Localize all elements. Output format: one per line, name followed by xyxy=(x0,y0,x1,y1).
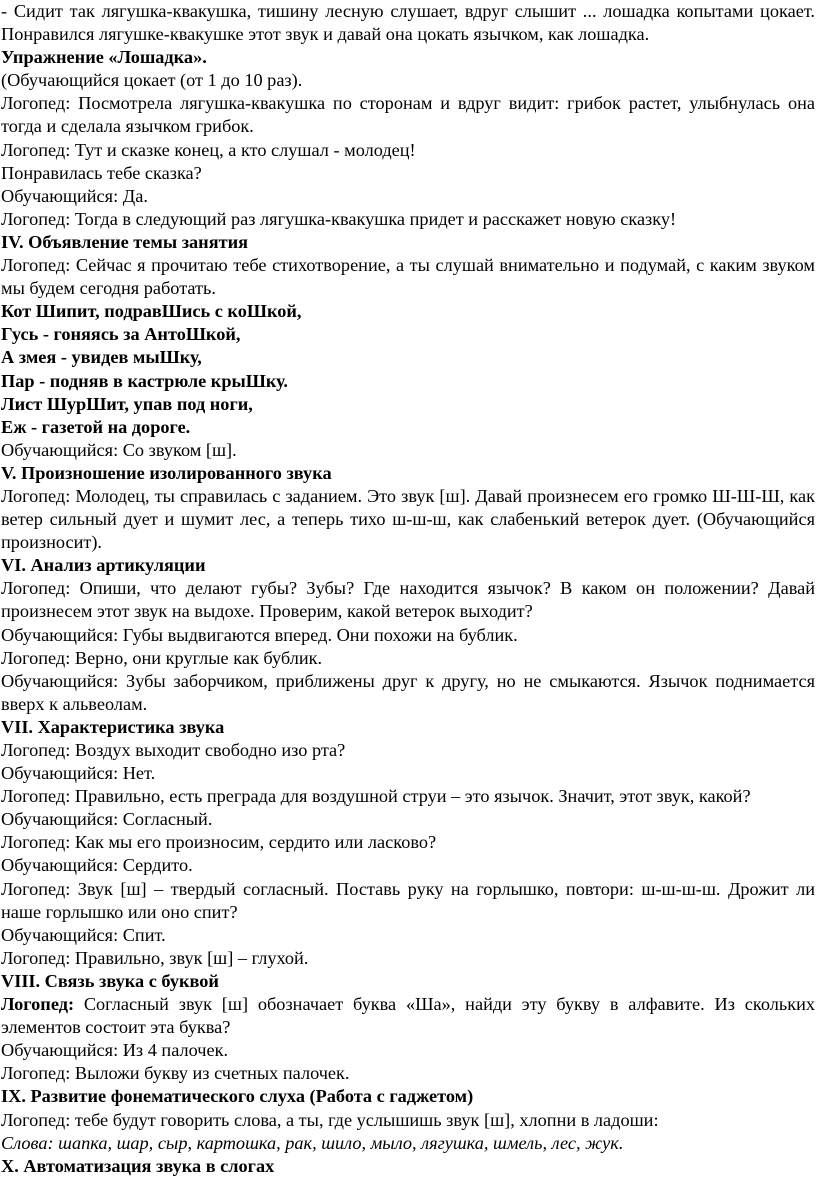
section-heading: X. Автоматизация звука в слогах xyxy=(1,1155,275,1176)
section-heading: IX. Развитие фонематического слуха (Работа с гаджетом) xyxy=(1,1086,474,1107)
paragraph: Логопед: Тут и сказке конец, а кто слушал - молодец! xyxy=(1,139,416,160)
paragraph: Обучающийся: Из 4 палочек. xyxy=(1,1040,229,1061)
section-heading: V. Произношение изолированного звука xyxy=(1,462,332,483)
paragraph: Логопед: Звук [ш] – твердый согласный. Поставь руку на горлышко, повтори: ш-ш-ш-ш. Дрожит ли наше горлышко или оно спит? xyxy=(1,878,815,922)
paragraph: Логопед: Как мы его произносим, сердито или ласково? xyxy=(1,832,437,853)
paragraph xyxy=(1,993,815,1039)
word-list: Слова: шапка, шар, сыр, картошка, рак, шило, мыло, лягушка, шмель, лес, жук. xyxy=(1,1132,624,1153)
paragraph: Обучающийся: Согласный. xyxy=(1,809,213,830)
poem-line: Кот Шипит, подравШись с коШкой, xyxy=(1,301,302,322)
paragraph: (Обучающийся цокает (от 1 до 10 раз). xyxy=(1,70,303,91)
poem-line: Лист ШурШит, упав под ноги, xyxy=(1,393,253,414)
section-heading: VI. Анализ артикуляции xyxy=(1,555,206,576)
exercise-title: Упражнение «Лошадка». xyxy=(1,47,207,68)
paragraph: Обучающийся: Губы выдвигаются вперед. Они похожи на бублик. xyxy=(1,624,518,645)
paragraph: Обучающийся: Спит. xyxy=(1,924,166,945)
paragraph: Обучающийся: Со звуком [ш]. xyxy=(1,439,237,460)
paragraph: Логопед: Правильно, звук [ш] – глухой. xyxy=(1,947,309,968)
paragraph: Обучающийся: Сердито. xyxy=(1,855,193,876)
paragraph: Логопед: Сейчас я прочитаю тебе стихотворение, а ты слушай внимательно и подумай, с каким звуком мы будем сегодня работать. xyxy=(1,255,815,299)
paragraph: Логопед: Молодец, ты справилась с заданием. Это звук [ш]. Давай произнесем его громко Ш-Ш-Ш, как ветер сильный дует и шумит лес, а теперь тихо ш-ш-ш, как слабенький ветерок дует. (Обучающийся произносит). xyxy=(1,485,815,553)
paragraph: Логопед: тебе будут говорить слова, а ты, где услышишь звук [ш], хлопни в ладоши: xyxy=(1,1109,659,1130)
poem-line: А змея - увидев мыШку, xyxy=(1,347,202,368)
paragraph: Логопед: Воздух выходит свободно изо рта? xyxy=(1,740,346,760)
section-heading: VII. Характеристика звука xyxy=(1,716,225,737)
speaker-label: Логопед: xyxy=(1,994,75,1015)
section-heading: IV. Объявление темы занятия xyxy=(1,231,249,252)
paragraph: Обучающийся: Нет. xyxy=(1,763,156,784)
poem-line: Гусь - гоняясь за АнтоШкой, xyxy=(1,324,241,345)
paragraph: Логопед: Опиши, что делают губы? Зубы? Где находится язычок? В каком он положении? Давай произнесем этот звук на выдохе. Проверим, какой ветерок выходит? xyxy=(1,578,815,622)
paragraph: - Сидит так лягушка-квакушка, тишину лесную слушает, вдруг слышит ... лошадка копытами цокает. Понравился лягушке-квакушке этот звук и давай она цокать язычком, как лошадка. xyxy=(1,1,815,45)
paragraph: Логопед: Правильно, есть преграда для воздушной струи – это язычок. Значит, этот звук, какой? xyxy=(1,786,751,807)
paragraph: Понравилась тебе сказка? xyxy=(1,162,202,183)
poem-line: Еж - газетой на дороге. xyxy=(1,416,191,437)
paragraph: Логопед: Выложи букву из счетных палочек. xyxy=(1,1063,350,1084)
section-heading: VIII. Связь звука с буквой xyxy=(1,970,219,991)
paragraph: Логопед: Верно, они круглые как бублик. xyxy=(1,647,323,668)
paragraph: Логопед: Посмотрела лягушка-квакушка по сторонам и вдруг видит: грибок растет, улыбнулась она тогда и сделала язычком грибок. xyxy=(1,93,815,137)
poem-line: Пар - подняв в кастрюле крыШку. xyxy=(1,370,288,391)
paragraph: Обучающийся: Зубы заборчиком, приближены друг к другу, но не смыкаются. Язычок поднимается вверх к альвеолам. xyxy=(1,670,815,714)
paragraph-text: Согласный звук [ш] обозначает буква «Ша», найди эту букву в алфавите. Из скольких элементов состоит эта буква? xyxy=(1,994,815,1038)
paragraph: Логопед: Тогда в следующий раз лягушка-квакушка придет и расскажет новую сказку! xyxy=(1,208,677,229)
paragraph: Обучающийся: Да. xyxy=(1,185,148,206)
